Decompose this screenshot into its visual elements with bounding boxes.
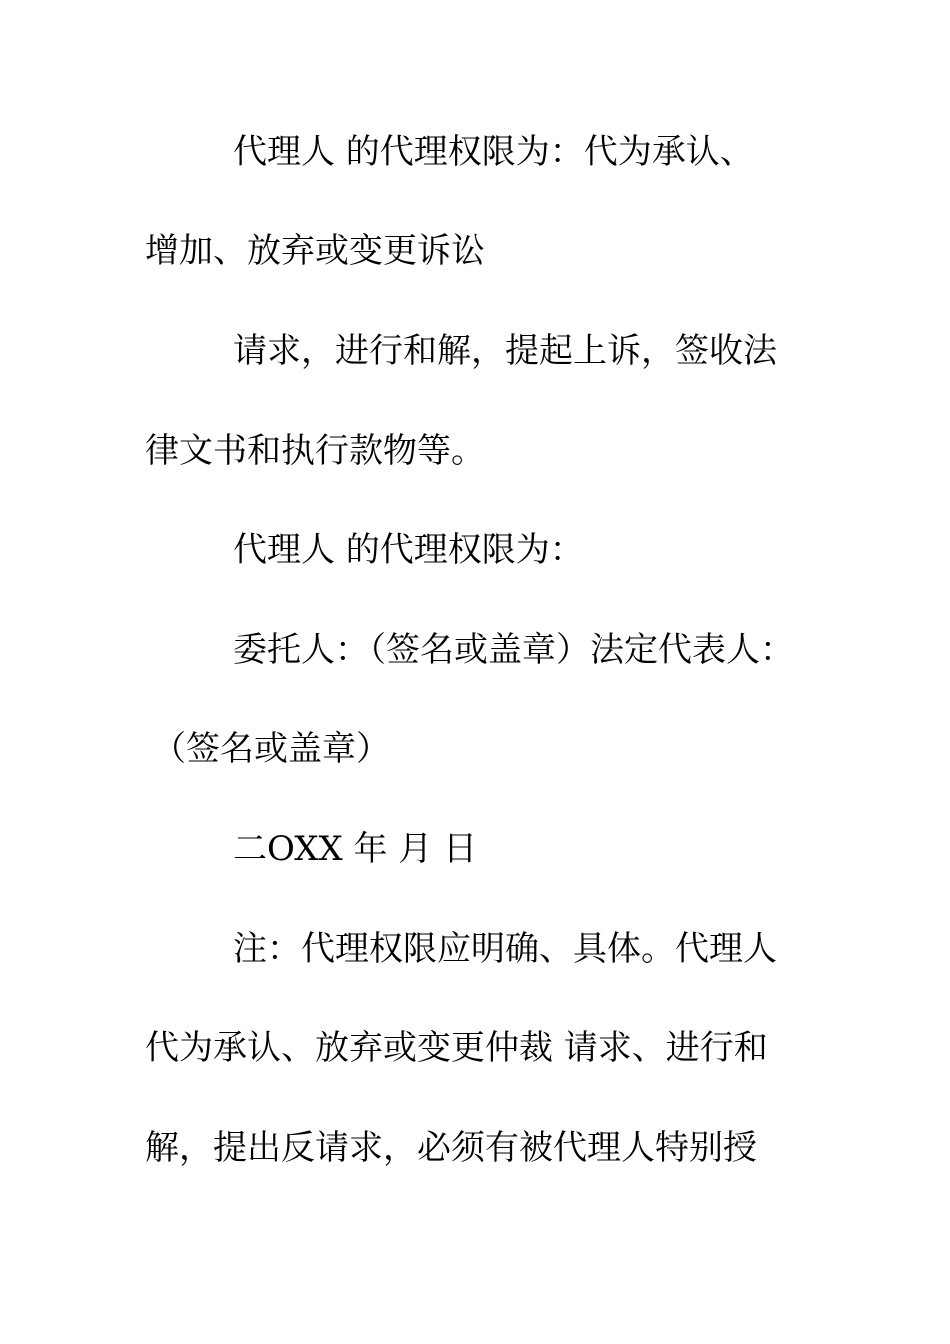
- paragraph-2-line-2: 律文书和执行款物等。: [145, 431, 485, 471]
- date-line: 二OXX 年 月 日: [233, 829, 478, 869]
- signature-line-representative: （签名或盖章）: [152, 729, 390, 769]
- note-line-1: 注：代理权限应明确、具体。代理人: [233, 929, 777, 969]
- note-line-3: 解，提出反请求，必须有被代理人特别授: [145, 1128, 757, 1168]
- note-line-2: 代为承认、放弃或变更仲裁 请求、进行和: [145, 1028, 768, 1068]
- signature-line-principal: 委托人：（签名或盖章）法定代表人：: [233, 630, 794, 670]
- paragraph-1-line-2: 增加、放弃或变更诉讼: [145, 231, 485, 271]
- paragraph-2-line-1: 请求，进行和解，提起上诉，签收法: [233, 331, 777, 371]
- paragraph-3: 代理人 的代理权限为：: [233, 530, 584, 570]
- paragraph-1-line-1: 代理人 的代理权限为：代为承认、: [233, 132, 754, 172]
